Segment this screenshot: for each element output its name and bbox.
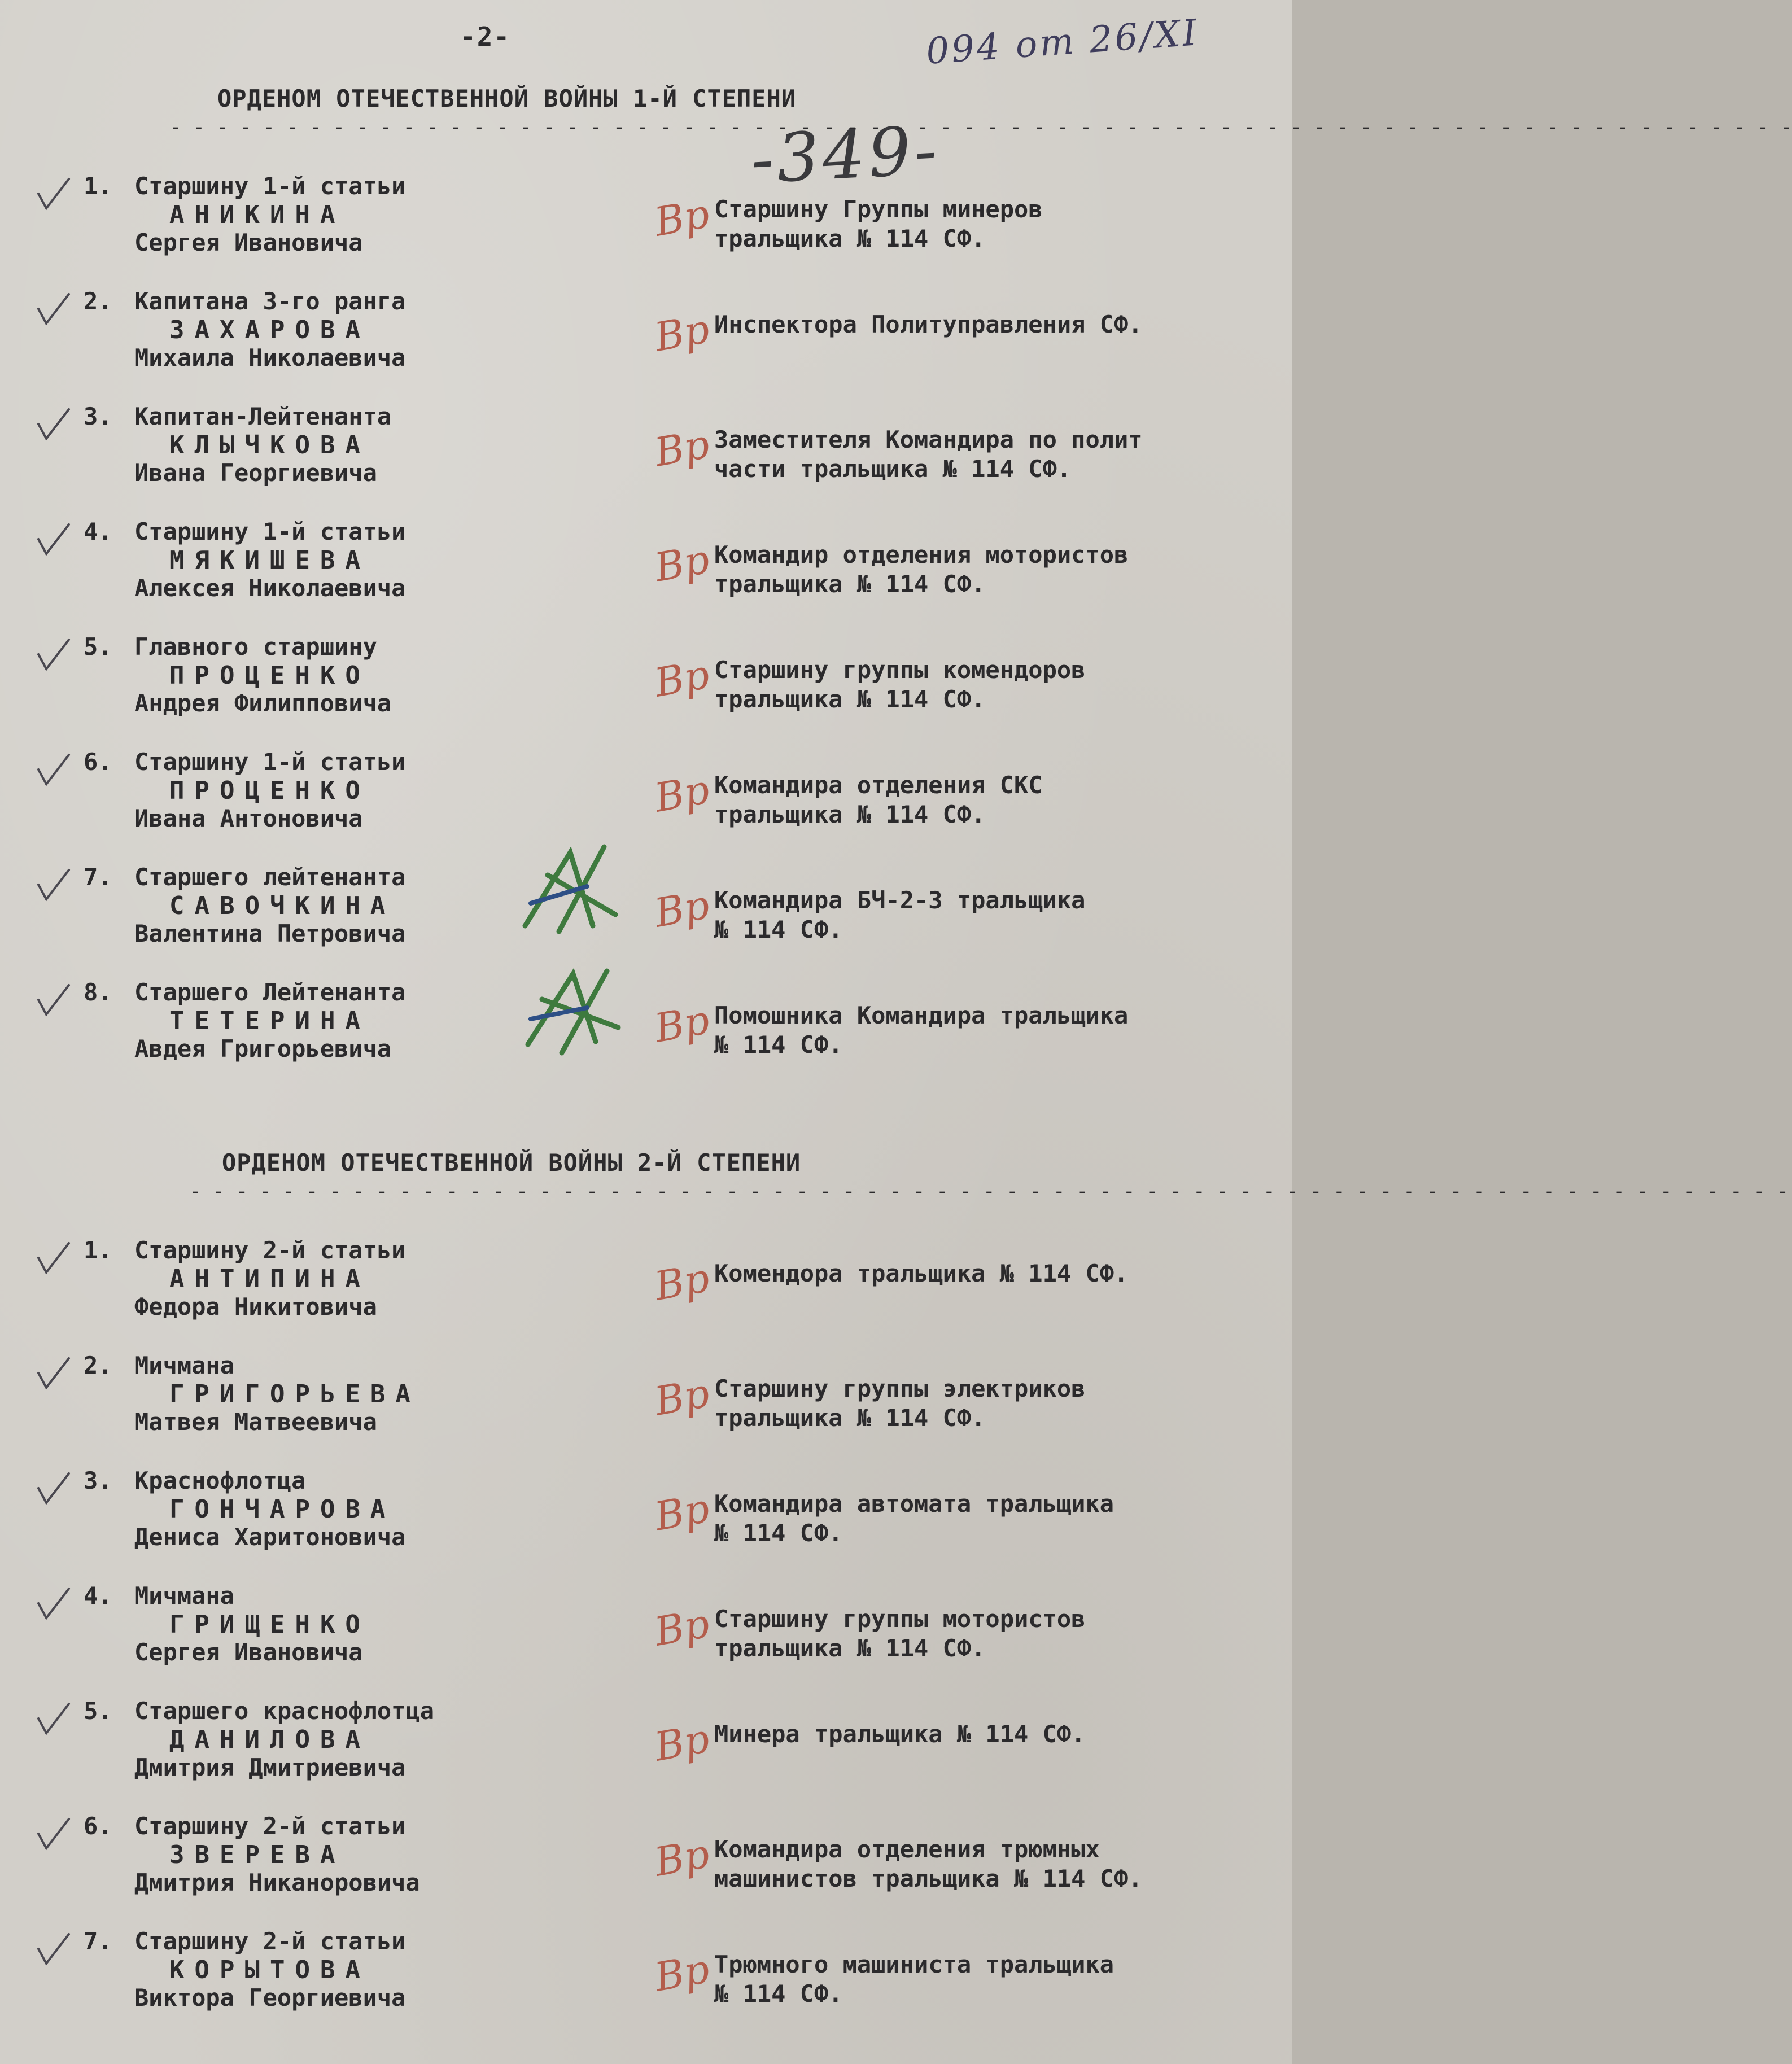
position-line: Старшину группы электриков xyxy=(714,1375,1086,1402)
list-item xyxy=(0,1236,1292,1349)
check-mark-icon xyxy=(34,867,73,906)
entry-rank: Старшину 1-й статьи xyxy=(134,172,406,200)
position-line: Инспектора Политуправления СФ. xyxy=(714,311,1143,338)
position-line: Командира отделения СКС xyxy=(714,771,1043,799)
entry-position xyxy=(714,310,1279,339)
red-approval-mark: Вр xyxy=(651,1715,713,1770)
position-line: тральщика № 114 СФ. xyxy=(714,225,986,252)
position-line: Минера тральщика № 114 СФ. xyxy=(714,1720,1086,1748)
entry-given-name: Валентина Петровича xyxy=(134,920,406,947)
entry-position xyxy=(714,540,1279,599)
check-mark-icon xyxy=(34,291,73,330)
check-mark-icon xyxy=(34,521,73,561)
entry-rank: Старшину 2-й статьи xyxy=(134,1927,406,1955)
entry-given-name: Михаила Николаевича xyxy=(134,344,406,371)
entry-number: 6. xyxy=(84,1812,112,1840)
entry-number: 5. xyxy=(84,1697,112,1725)
entry-surname: ТЕТЕРИНА xyxy=(169,1007,370,1035)
list-item xyxy=(0,748,1292,861)
entry-given-name: Дмитрия Никаноровича xyxy=(134,1869,420,1896)
entry-surname: ЗВЕРЕВА xyxy=(169,1840,346,1869)
entry-position xyxy=(714,1720,1279,1749)
entry-rank: Старшину 2-й статьи xyxy=(134,1812,406,1840)
entry-position xyxy=(714,771,1279,829)
red-approval-mark: Вр xyxy=(651,996,713,1052)
position-line: Старшину группы мотористов xyxy=(714,1605,1086,1633)
entry-given-name: Ивана Георгиевича xyxy=(134,459,377,487)
list-item xyxy=(0,978,1292,1091)
entry-given-name: Сергея Ивановича xyxy=(134,229,363,256)
entry-number: 8. xyxy=(84,978,112,1006)
entry-position xyxy=(714,1950,1279,2009)
list-item xyxy=(0,403,1292,515)
entry-surname: ГОНЧАРОВА xyxy=(169,1495,396,1524)
entry-position xyxy=(714,1259,1279,1288)
entry-surname: ПРОЦЕНКО xyxy=(169,776,370,805)
green-pencil-mark-8 xyxy=(519,960,632,1061)
position-line: № 114 СФ. xyxy=(714,916,843,943)
check-mark-icon xyxy=(34,176,73,215)
check-mark-icon xyxy=(34,1355,73,1394)
red-approval-mark: Вр xyxy=(651,1254,713,1310)
position-line: № 114 СФ. xyxy=(714,1980,843,2008)
check-mark-icon xyxy=(34,1240,73,1279)
entry-position xyxy=(714,425,1279,484)
check-mark-icon xyxy=(34,1470,73,1510)
entry-position xyxy=(714,1835,1279,1894)
entry-surname: ГРИЩЕНКО xyxy=(169,1610,370,1639)
list-item xyxy=(0,1697,1292,1810)
check-mark-icon xyxy=(34,1700,73,1740)
red-approval-mark: Вр xyxy=(651,881,713,937)
position-line: тральщика № 114 СФ. xyxy=(714,1404,986,1432)
entry-rank: Капитана 3-го ранга xyxy=(134,287,406,315)
entry-surname: МЯКИШЕВА xyxy=(169,546,370,575)
list-item xyxy=(0,172,1292,285)
list-item xyxy=(0,863,1292,976)
entry-position xyxy=(714,195,1279,253)
position-line: тральщика № 114 СФ. xyxy=(714,801,986,828)
red-approval-mark: Вр xyxy=(651,536,713,591)
entry-rank: Краснофлотца xyxy=(134,1467,306,1494)
entry-surname: САВОЧКИНА xyxy=(169,891,396,920)
check-mark-icon xyxy=(34,1816,73,1855)
entry-rank: Старшину 1-й статьи xyxy=(134,748,406,776)
check-mark-icon xyxy=(34,982,73,1021)
entry-surname: ГРИГОРЬЕВА xyxy=(169,1380,421,1409)
entry-rank: Мичмана xyxy=(134,1582,235,1610)
page-number: -2- xyxy=(460,21,511,52)
section-title-2: ОРДЕНОМ ОТЕЧЕСТВЕННОЙ ВОЙНЫ 2-Й СТЕПЕНИ xyxy=(222,1149,801,1177)
section-title-1: ОРДЕНОМ ОТЕЧЕСТВЕННОЙ ВОЙНЫ 1-Й СТЕПЕНИ xyxy=(217,85,797,112)
position-line: Командира БЧ-2-3 тральщика xyxy=(714,886,1086,914)
entry-rank: Старшину 1-й статьи xyxy=(134,518,406,545)
entry-number: 4. xyxy=(84,1582,112,1610)
entry-rank: Капитан-Лейтенанта xyxy=(134,403,392,430)
entry-given-name: Федора Никитовича xyxy=(134,1293,377,1320)
red-approval-mark: Вр xyxy=(651,766,713,821)
entry-position xyxy=(714,655,1279,714)
entry-given-name: Дениса Харитоновича xyxy=(134,1523,406,1551)
list-item xyxy=(0,1352,1292,1464)
entry-rank: Старшего Лейтенанта xyxy=(134,978,406,1006)
section-divider-2: - - - - - - - - - - - - - - - - - - - - - - - - - - - - - - - - - - - - - - - - - - - - - - - - - - - - - - - - - - - - - - - - - - - - - xyxy=(189,1180,1789,1203)
position-line: Командира автомата тральщика xyxy=(714,1490,1114,1518)
position-line: Заместителя Командира по полит xyxy=(714,426,1143,453)
entry-surname: АНИКИНА xyxy=(169,200,346,229)
position-line: машинистов тральщика № 114 СФ. xyxy=(714,1865,1143,1892)
entry-number: 7. xyxy=(84,863,112,891)
entry-number: 3. xyxy=(84,403,112,430)
entry-given-name: Андрея Филипповича xyxy=(134,689,392,717)
entry-given-name: Дмитрия Дмитриевича xyxy=(134,1753,406,1781)
entry-surname: ПРОЦЕНКО xyxy=(169,661,370,690)
red-approval-mark: Вр xyxy=(651,190,713,246)
entry-rank: Старшину 2-й статьи xyxy=(134,1236,406,1264)
handwritten-note: 094 от 26/XI xyxy=(925,12,1200,73)
red-approval-mark: Вр xyxy=(651,421,713,476)
red-approval-mark: Вр xyxy=(651,1830,713,1886)
list-item xyxy=(0,287,1292,400)
entry-position xyxy=(714,1374,1279,1433)
red-approval-mark: Вр xyxy=(651,1370,713,1425)
entry-number: 1. xyxy=(84,1236,112,1264)
position-line: Командир отделения мотористов xyxy=(714,541,1129,569)
entry-number: 2. xyxy=(84,287,112,315)
position-line: Старшину Группы минеров xyxy=(714,195,1043,223)
red-approval-mark: Вр xyxy=(651,1485,713,1540)
entry-number: 6. xyxy=(84,748,112,776)
entry-surname: КЛЫЧКОВА xyxy=(169,431,370,460)
list-item xyxy=(0,1927,1292,2040)
position-line: тральщика № 114 СФ. xyxy=(714,1634,986,1662)
entry-number: 5. xyxy=(84,633,112,661)
entry-rank: Старшего краснофлотца xyxy=(134,1697,435,1725)
list-item xyxy=(0,518,1292,631)
position-line: тральщика № 114 СФ. xyxy=(714,685,986,713)
check-mark-icon xyxy=(34,406,73,445)
check-mark-icon xyxy=(34,751,73,791)
handwritten-number: -349- xyxy=(749,111,942,199)
position-line: Командира отделения трюмных xyxy=(714,1835,1100,1863)
position-line: тральщика № 114 СФ. xyxy=(714,570,986,598)
entry-position xyxy=(714,1489,1279,1548)
entry-surname: КОРЫТОВА xyxy=(169,1956,370,1984)
red-approval-mark: Вр xyxy=(651,1945,713,2001)
entry-given-name: Алексея Николаевича xyxy=(134,574,406,602)
red-approval-mark: Вр xyxy=(651,651,713,706)
red-approval-mark: Вр xyxy=(651,1600,713,1655)
entry-surname: ДАНИЛОВА xyxy=(169,1725,370,1754)
entry-rank: Главного старшину xyxy=(134,633,377,661)
entry-position xyxy=(714,886,1279,944)
green-pencil-mark-7 xyxy=(519,841,632,943)
entry-surname: ЗАХАРОВА xyxy=(169,316,370,344)
entry-number: 2. xyxy=(84,1352,112,1379)
list-item xyxy=(0,633,1292,746)
entry-given-name: Виктора Георгиевича xyxy=(134,1984,406,2011)
entry-position xyxy=(714,1604,1279,1663)
position-line: части тральщика № 114 СФ. xyxy=(714,455,1072,483)
list-item xyxy=(0,1812,1292,1925)
list-item xyxy=(0,1582,1292,1695)
entry-rank: Мичмана xyxy=(134,1352,235,1379)
check-mark-icon xyxy=(34,636,73,676)
position-line: Старшину группы комендоров xyxy=(714,656,1086,684)
red-approval-mark: Вр xyxy=(651,305,713,361)
entry-given-name: Авдея Григорьевича xyxy=(134,1035,392,1062)
position-line: Помошника Командира тральщика xyxy=(714,1002,1129,1029)
check-mark-icon xyxy=(34,1931,73,1970)
section-divider-1: - - - - - - - - - - - - - - - - - - - - - - - - - - - - - - - - - - - - - - - - - - - - - - - - - - - - - - - - - - - - - - - - - - - - - - xyxy=(169,116,1792,139)
entry-surname: АНТИПИНА xyxy=(169,1265,370,1293)
entry-number: 3. xyxy=(84,1467,112,1494)
position-line: № 114 СФ. xyxy=(714,1031,843,1059)
entry-number: 7. xyxy=(84,1927,112,1955)
entry-number: 1. xyxy=(84,172,112,200)
entry-given-name: Сергея Ивановича xyxy=(134,1638,363,1666)
position-line: Комендора тральщика № 114 СФ. xyxy=(714,1260,1129,1287)
entry-position xyxy=(714,1001,1279,1060)
entry-given-name: Матвея Матвеевича xyxy=(134,1408,377,1436)
entry-number: 4. xyxy=(84,518,112,545)
position-line: Трюмного машиниста тральщика xyxy=(714,1951,1114,1978)
list-item xyxy=(0,1467,1292,1580)
check-mark-icon xyxy=(34,1585,73,1625)
entry-rank: Старшего лейтенанта xyxy=(134,863,406,891)
position-line: № 114 СФ. xyxy=(714,1519,843,1547)
entry-given-name: Ивана Антоновича xyxy=(134,804,363,832)
